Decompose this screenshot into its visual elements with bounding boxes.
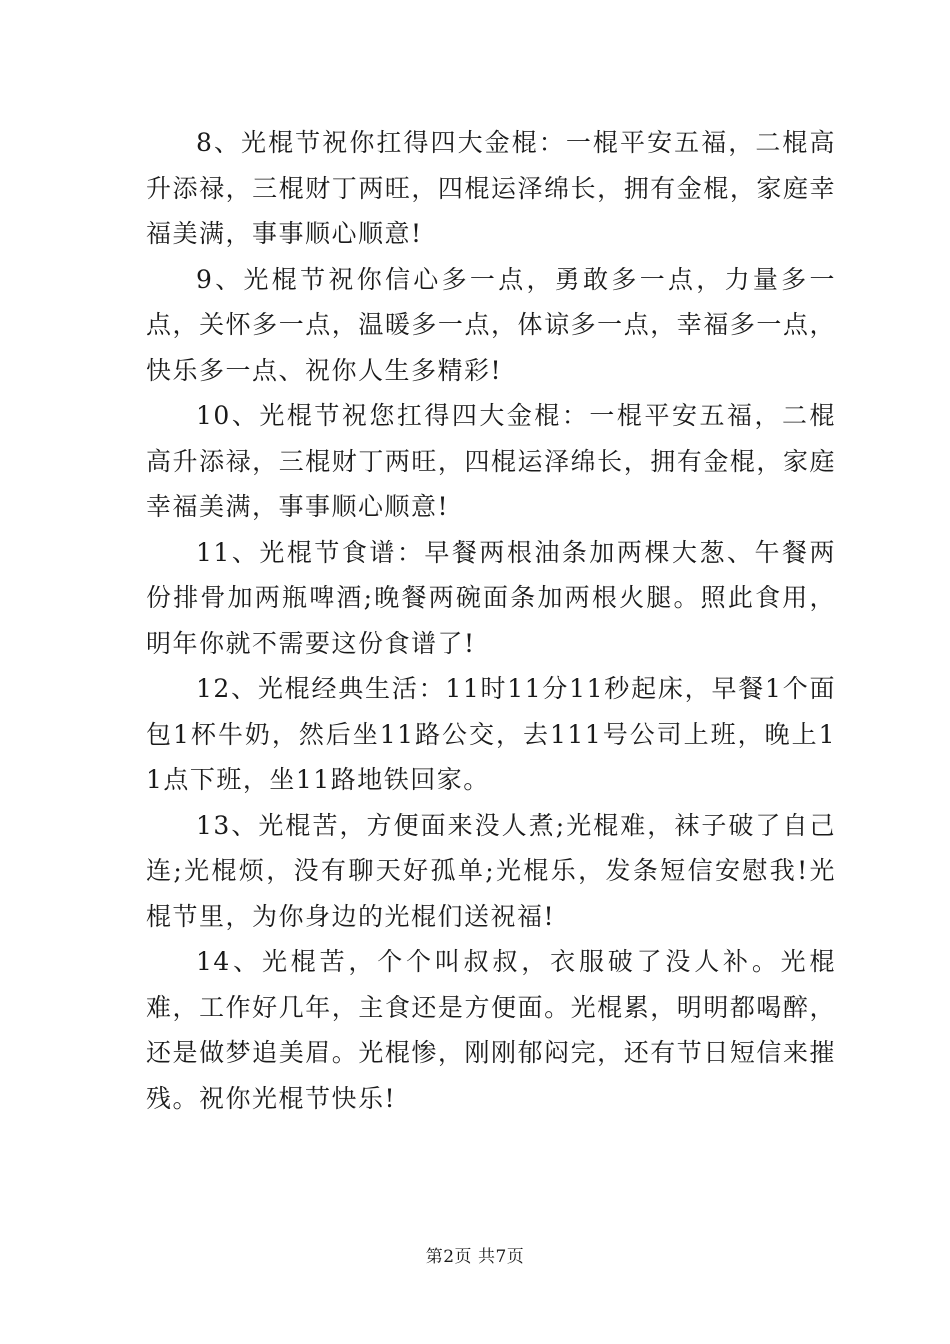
paragraph-11: 11、光棍节食谱：早餐两根油条加两棵大葱、午餐两份排骨加两瓶啤酒;晚餐两碗面条加两根火腿。照此食用，明年你就不需要这份食谱了!	[146, 537, 836, 658]
paragraph-14: 14、光棍苦，个个叫叔叔，衣服破了没人补。光棍难，工作好几年，主食还是方便面。光棍累，明明都喝醉，还是做梦追美眉。光棍惨，刚刚郁闷完，还有节日短信来摧残。祝你光棍节快乐!	[146, 947, 836, 1113]
document-body	[146, 120, 836, 1121]
paragraph-13: 13、光棍苦，方便面来没人煮;光棍难，袜子破了自己连;光棍烦，没有聊天好孤单;光棍乐，发条短信安慰我!光棍节里，为你身边的光棍们送祝福!	[146, 810, 836, 931]
paragraph-8: 8、光棍节祝你扛得四大金棍：一棍平安五福，二棍高升添禄，三棍财丁两旺，四棍运泽绵长，拥有金棍，家庭幸福美满，事事顺心顺意!	[146, 128, 836, 248]
page-number-footer: 第2页 共7页	[425, 1247, 525, 1267]
paragraph-10: 10、光棍节祝您扛得四大金棍：一棍平安五福，二棍高升添禄，三棍财丁两旺，四棍运泽绵长，拥有金棍，家庭幸福美满，事事顺心顺意!	[146, 401, 836, 521]
paragraph-9: 9、光棍节祝你信心多一点，勇敢多一点，力量多一点，关怀多一点，温暖多一点，体谅多一点，幸福多一点，快乐多一点、祝你人生多精彩!	[146, 264, 836, 385]
paragraph-12: 12、光棍经典生活：11时11分11秒起床，早餐1个面包1杯牛奶，然后坐11路公交，去111号公司上班，晚上11点下班，坐11路地铁回家。	[146, 674, 836, 794]
